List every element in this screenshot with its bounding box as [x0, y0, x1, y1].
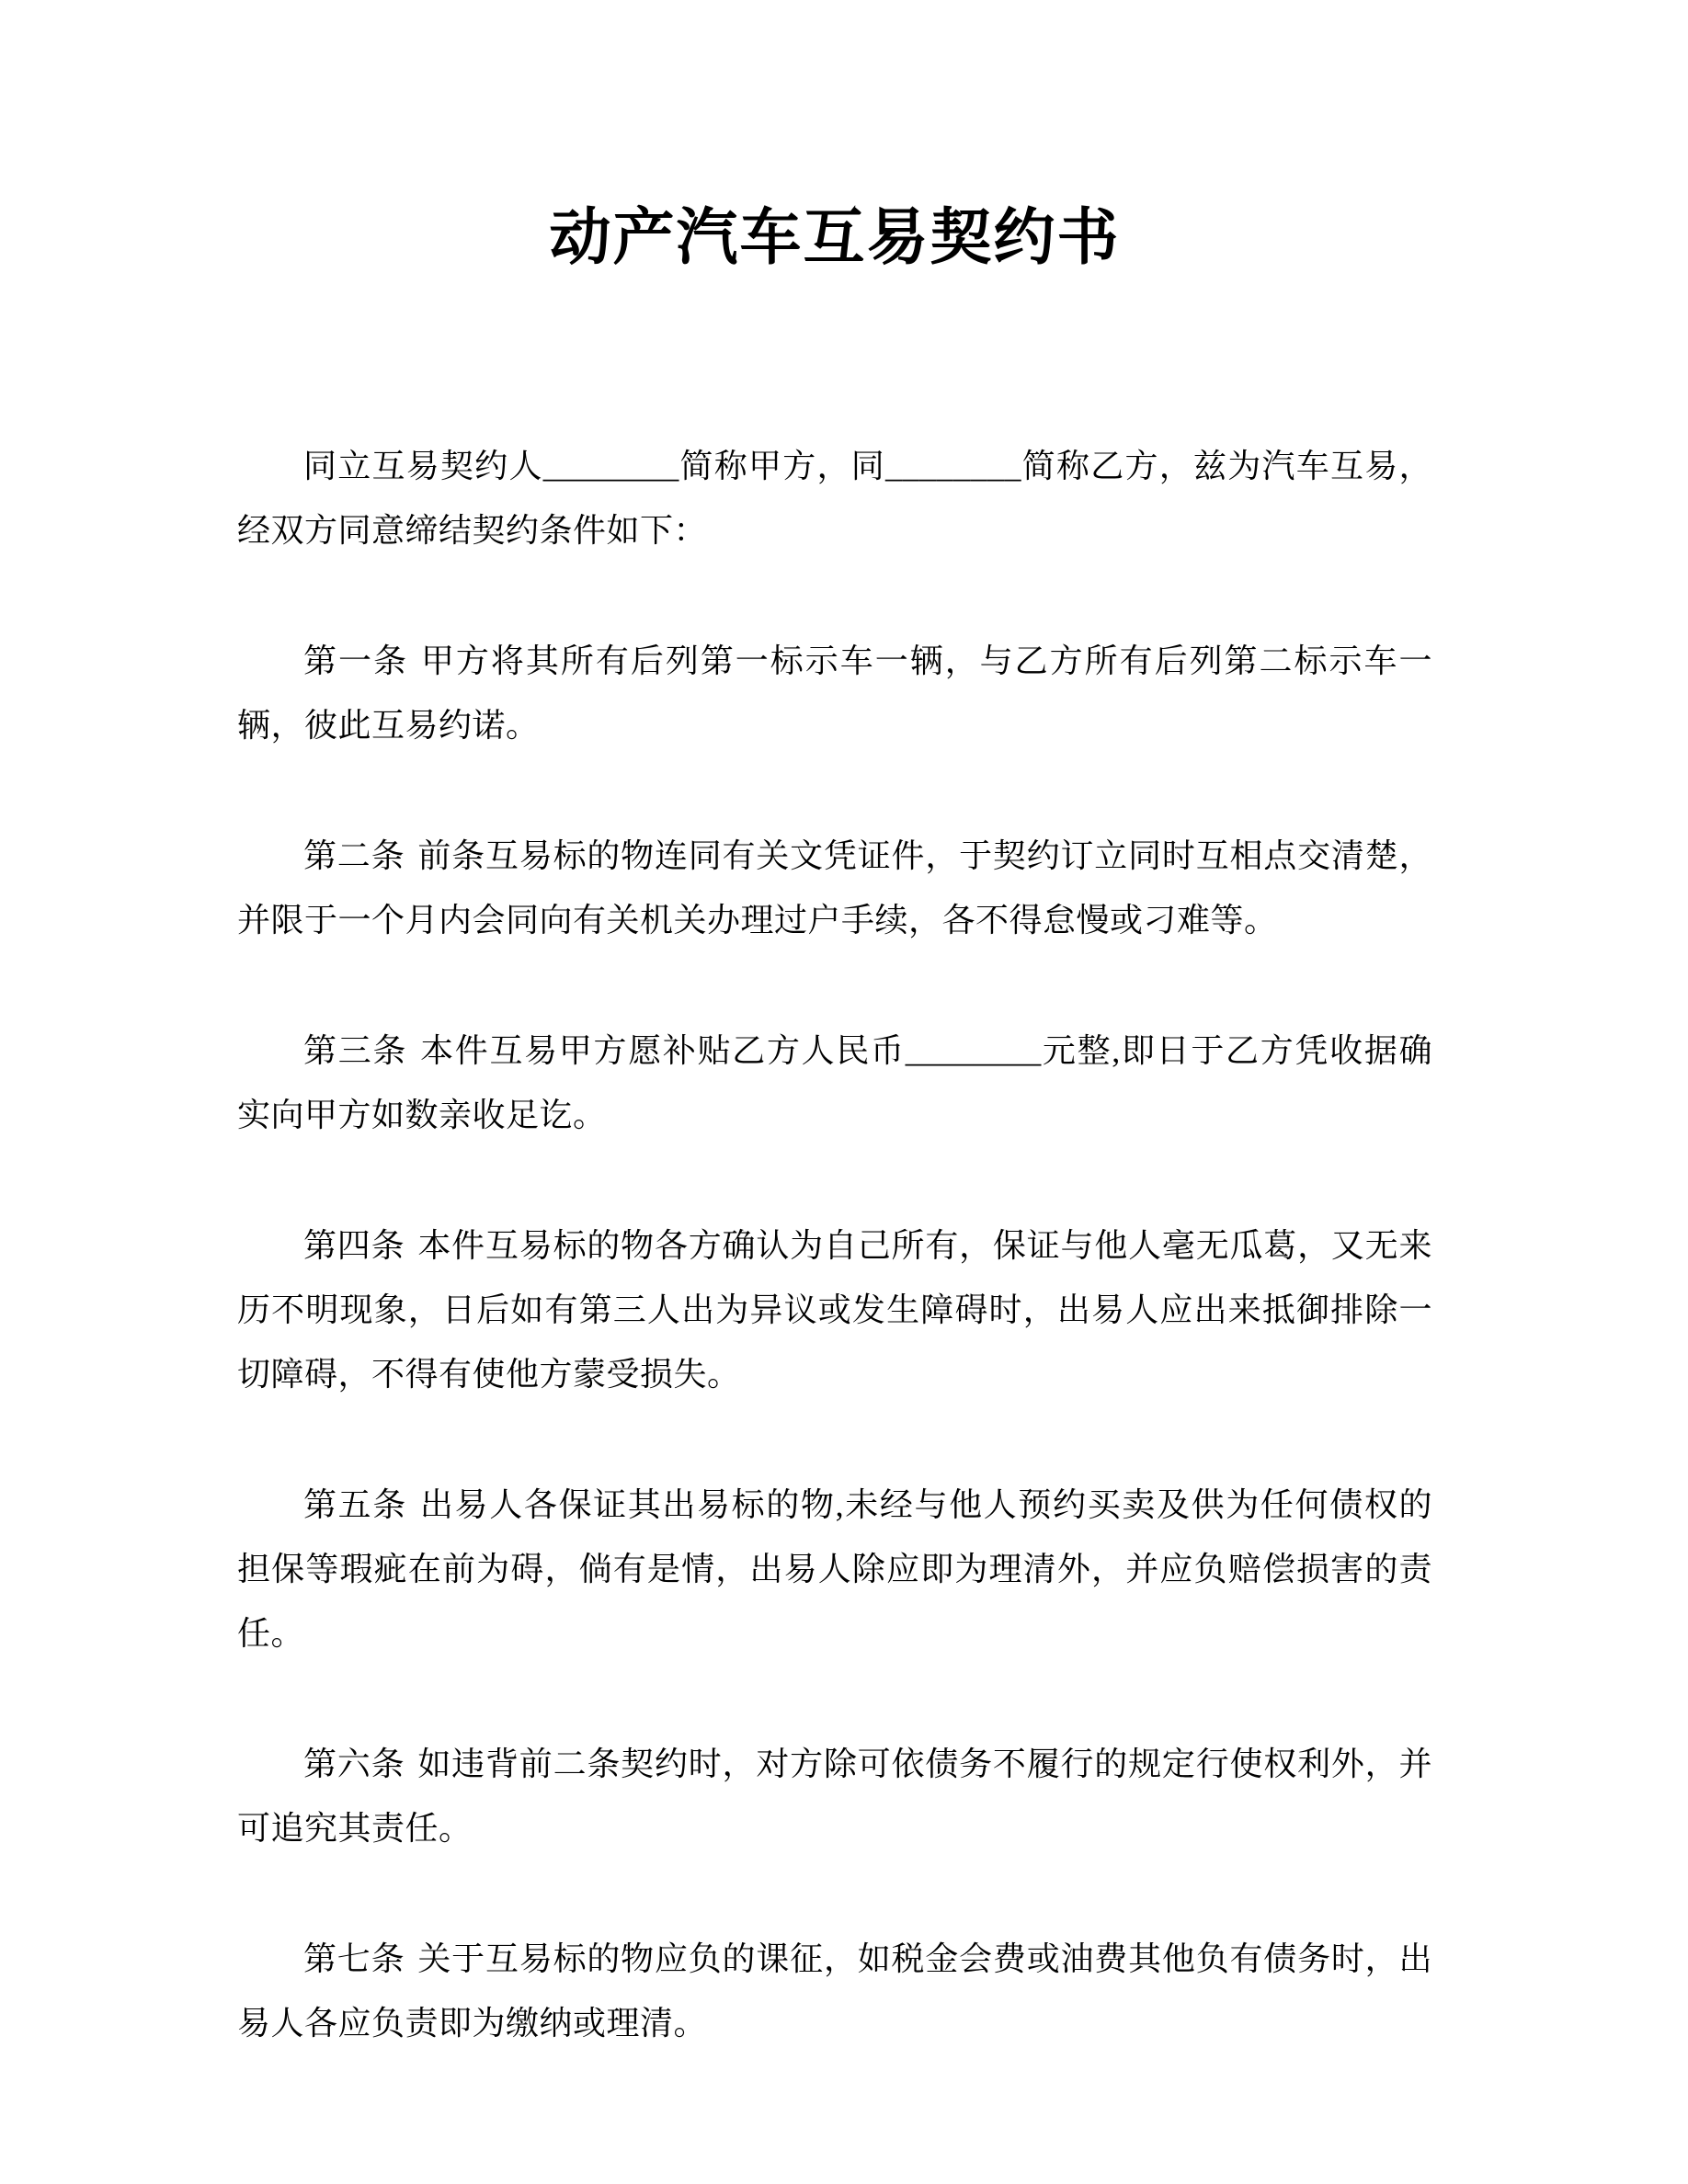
- clause-number: 第四条: [303, 1227, 405, 1264]
- clause-paragraph-6: [237, 1732, 1432, 1860]
- document-title: 动产汽车互易契约书: [549, 203, 1121, 272]
- clause-paragraph-1: [237, 629, 1432, 757]
- intro-paragraph: 同立互易契约人________简称甲方，同________简称乙方，兹为汽车互易，经双方同意缔结契约条件如下：: [237, 448, 1432, 549]
- clause-text: 本件互易甲方愿补贴乙方人民币________元整,即日于乙方凭收据确实向甲方如数亲收足讫。: [237, 1032, 1432, 1133]
- clause-text: 前条互易标的物连同有关文凭证件，于契约订立同时互相点交清楚，并限于一个月内会同向有关机关办理过户手续，各不得怠慢或刁难等。: [237, 837, 1432, 938]
- clause-paragraph-5: [237, 1473, 1432, 1666]
- clause-number: 第二条: [303, 837, 405, 874]
- clause-paragraph-7: [237, 1927, 1432, 2055]
- contract-body: [237, 434, 1432, 2055]
- clause-text: 关于互易标的物应负的课征，如税金会费或油费其他负有债务时，出易人各应负责即为缴纳或理清。: [237, 1940, 1432, 2042]
- clause-number: 第六条: [303, 1746, 405, 1782]
- clause-paragraph-4: [237, 1213, 1432, 1406]
- clause-text: 甲方将其所有后列第一标示车一辆，与乙方所有后列第二标示车一辆，彼此互易约诺。: [237, 643, 1432, 744]
- clause-text: 如违背前二条契约时，对方除可依债务不履行的规定行使权利外，并可追究其责任。: [237, 1746, 1432, 1847]
- clause-text: 出易人各保证其出易标的物,未经与他人预约买卖及供为任何债权的担保等瑕疵在前为碍，倘有是情，出易人除应即为理清外，并应负赔偿损害的责任。: [237, 1486, 1432, 1652]
- clause-number: 第五条: [303, 1486, 407, 1523]
- clause-number: 第三条: [303, 1032, 408, 1069]
- clause-text: 本件互易标的物各方确认为自己所有，保证与他人毫无瓜葛，又无来历不明现象，日后如有第三人出为异议或发生障碍时，出易人应出来抵御排除一切障碍，不得有使他方蒙受损失。: [237, 1227, 1432, 1393]
- clause-number: 第七条: [303, 1940, 405, 1977]
- clause-number: 第一条: [303, 643, 408, 679]
- clause-paragraph-3: [237, 1018, 1432, 1147]
- clause-paragraph-2: [237, 824, 1432, 952]
